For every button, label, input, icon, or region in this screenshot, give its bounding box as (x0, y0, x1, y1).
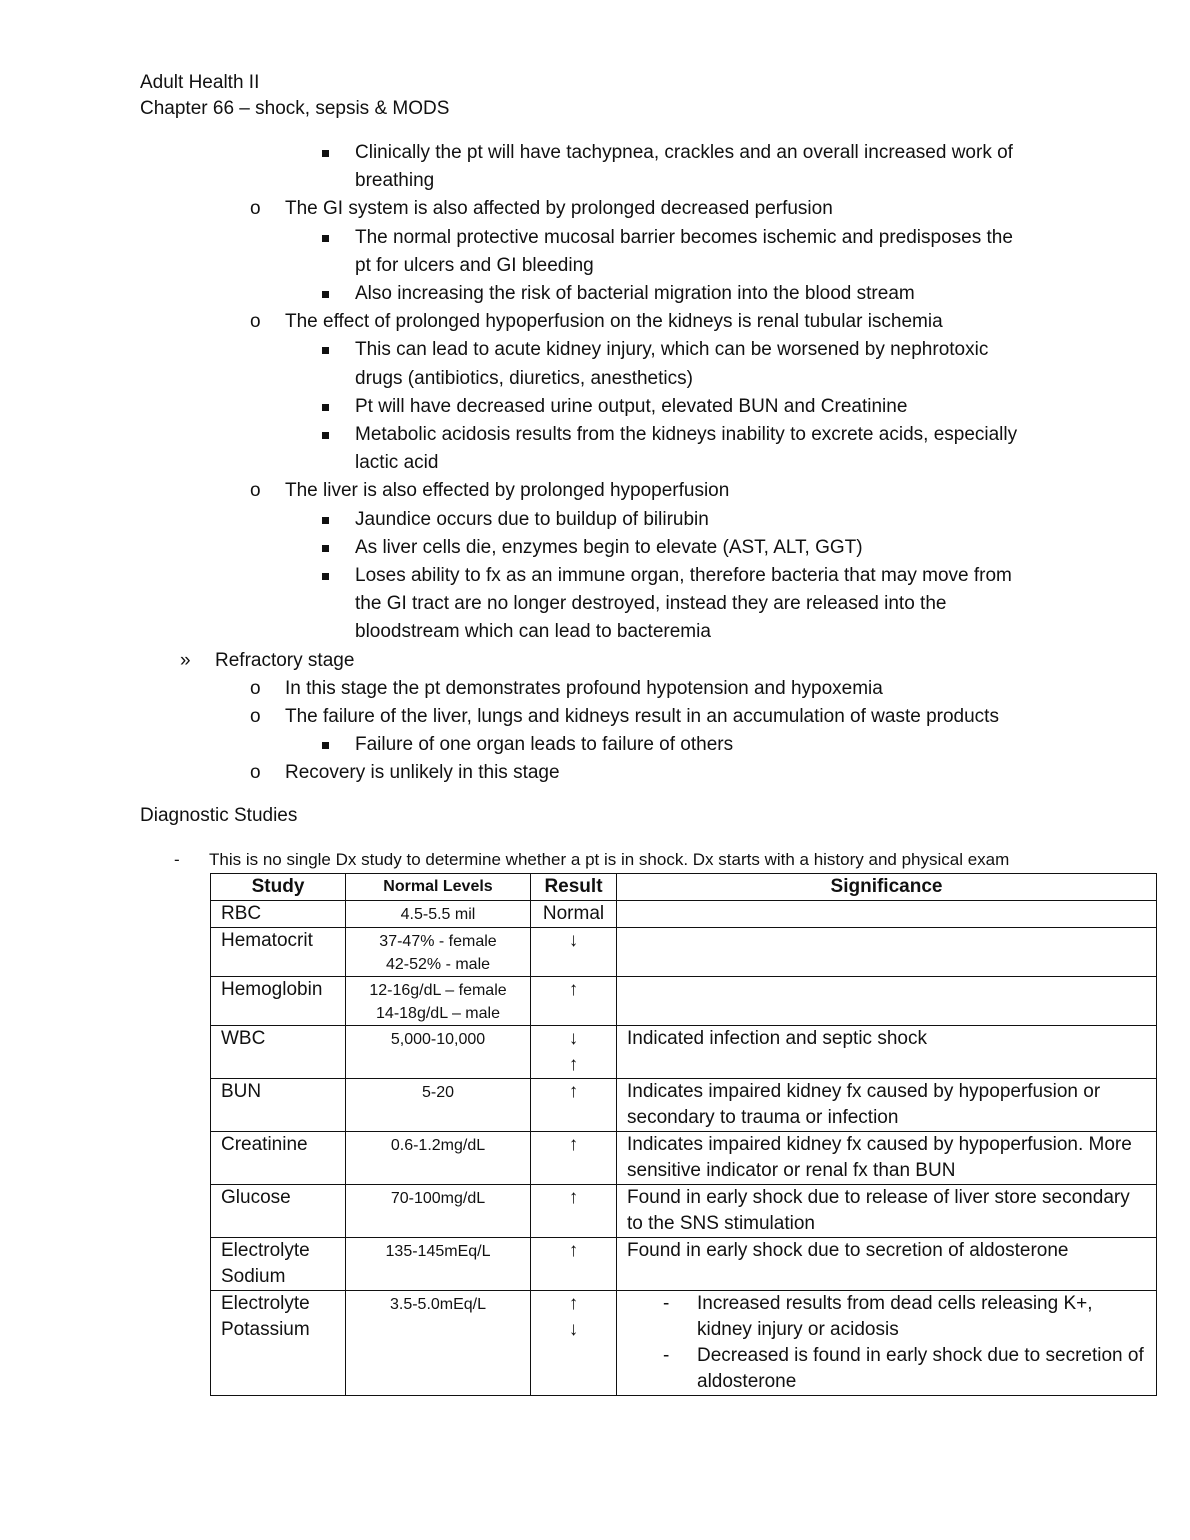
study-cell-line: Hematocrit (221, 930, 313, 951)
square-bullet-icon (322, 150, 329, 157)
result-cell (531, 1238, 617, 1291)
significance-cell (617, 1132, 1157, 1185)
outline-line: Jaundice occurs due to buildup of bilirubin (355, 508, 709, 530)
result-cell-line: Normal (542, 903, 605, 924)
square-bullet-icon (322, 573, 329, 580)
table-header-row (211, 874, 1157, 901)
col-header-normal: Normal Levels (346, 874, 531, 901)
table-row (211, 1291, 1157, 1396)
normal-levels-cell (346, 1238, 531, 1291)
square-bullet-icon (322, 545, 329, 552)
significance-list (627, 1291, 1146, 1395)
significance-text: Increased results from dead cells releasing K+, kidney injury or acidosis (697, 1293, 1093, 1340)
result-cell-line: ↑ (568, 1293, 579, 1314)
study-cell (211, 1132, 346, 1185)
study-cell-line: RBC (221, 903, 262, 924)
square-bullet-icon (322, 742, 329, 749)
square-bullet-icon (322, 291, 329, 298)
table-row (211, 1079, 1157, 1132)
study-cell-line: Electrolyte (221, 1240, 310, 1261)
outline-line: bloodstream which can lead to bacteremia (355, 621, 711, 643)
result-cell-line: ↑ (568, 1187, 579, 1208)
table-row (211, 1238, 1157, 1291)
significance-cell (617, 977, 1157, 1026)
result-cell (531, 1132, 617, 1185)
normal-levels-cell (346, 1026, 531, 1079)
result-cell (531, 1079, 617, 1132)
result-cell (531, 1185, 617, 1238)
significance-cell (617, 1238, 1157, 1291)
outline-line: drugs (antibiotics, diuretics, anesthetics) (355, 367, 693, 389)
study-cell (211, 928, 346, 977)
outline-line: Refractory stage (215, 649, 355, 671)
study-cell (211, 901, 346, 928)
square-bullet-icon (322, 432, 329, 439)
outline-line: Clinically the pt will have tachypnea, crackles and an overall increased work of (355, 142, 1013, 163)
normal-levels-cell-line: 3.5-5.0mEq/L (389, 1296, 487, 1313)
study-cell-line: WBC (221, 1028, 266, 1049)
circle-bullet-icon: o (250, 311, 261, 333)
significance-cell (617, 928, 1157, 977)
circle-bullet-icon: o (250, 677, 261, 699)
study-cell (211, 1238, 346, 1291)
significance-text: Decreased is found in early shock due to secretion of aldosterone (697, 1345, 1144, 1392)
table-row (211, 1132, 1157, 1185)
square-bullet-icon (322, 347, 329, 354)
circle-bullet-icon: o (250, 706, 261, 727)
normal-levels-cell-line: 0.6-1.2mg/dL (390, 1137, 486, 1154)
normal-levels-cell-line: 135-145mEq/L (385, 1243, 491, 1260)
study-cell (211, 1026, 346, 1079)
outline-line: Failure of one organ leads to failure of others (355, 734, 734, 756)
table-row (211, 977, 1157, 1026)
result-cell (531, 977, 617, 1026)
study-cell (211, 1079, 346, 1132)
table-row (211, 1026, 1157, 1079)
outline-line: the GI tract are no longer destroyed, instead they are released into the (355, 593, 947, 615)
normal-levels-cell (346, 901, 531, 928)
circle-bullet-icon: o (250, 198, 261, 220)
normal-levels-cell (346, 1079, 531, 1132)
result-cell-line: ↓ (568, 1028, 579, 1049)
result-cell (531, 901, 617, 928)
list-item (627, 1291, 1146, 1343)
normal-levels-cell (346, 1185, 531, 1238)
study-cell-line: Glucose (221, 1187, 291, 1208)
significance-cell (617, 1026, 1157, 1079)
normal-levels-cell-line: 70-100mg/dL (390, 1190, 486, 1207)
study-cell (211, 977, 346, 1026)
result-cell-line: ↑ (568, 1081, 579, 1102)
normal-levels-cell (346, 928, 531, 977)
outline-line: In this stage the pt demonstrates profound hypotension and hypoxemia (285, 677, 883, 699)
chapter-title: Chapter 66 – shock, sepsis & MODS (140, 98, 450, 119)
outline-line: Loses ability to fx as an immune organ, therefore bacteria that may move from (355, 565, 1012, 586)
study-cell-line: Hemoglobin (221, 979, 323, 1000)
outline-line: Also increasing the risk of bacterial migration into the blood stream (355, 283, 915, 304)
study-cell (211, 1185, 346, 1238)
study-cell-line: Sodium (221, 1266, 286, 1287)
outline-line: The GI system is also affected by prolonged decreased perfusion (285, 198, 833, 220)
normal-levels-cell (346, 1132, 531, 1185)
outline-line: pt for ulcers and GI bleeding (355, 254, 594, 276)
result-cell (531, 1291, 617, 1396)
table-row (211, 901, 1157, 928)
diagnostic-table (210, 873, 1157, 1396)
significance-text: Indicates impaired kidney fx caused by hypoperfusion or secondary to trauma or infection (627, 1081, 1101, 1128)
result-cell (531, 928, 617, 977)
square-bullet-icon (322, 517, 329, 524)
normal-levels-cell-line: 5-20 (421, 1084, 455, 1101)
intro-dash: - (174, 850, 180, 869)
col-header-result: Result (531, 874, 617, 901)
significance-text: Indicated infection and septic shock (627, 1028, 927, 1049)
normal-levels-cell-line: 4.5-5.5 mil (400, 906, 476, 923)
outline-line: The normal protective mucosal barrier becomes ischemic and predisposes the (355, 226, 1013, 248)
result-cell-line: ↓ (568, 1319, 579, 1340)
significance-cell (617, 1185, 1157, 1238)
significance-text: Found in early shock due to release of liver store secondary to the SNS stimulation (627, 1187, 1130, 1234)
result-cell (531, 1026, 617, 1079)
normal-levels-cell (346, 1291, 531, 1396)
outline-line: Recovery is unlikely in this stage (285, 762, 560, 784)
normal-levels-cell (346, 977, 531, 1026)
result-cell-line: ↑ (568, 1054, 579, 1075)
outline-line: This can lead to acute kidney injury, which can be worsened by nephrotoxic (355, 339, 989, 361)
outline-line: The liver is also effected by prolonged hypoperfusion (285, 480, 730, 502)
result-cell-line: ↓ (568, 930, 579, 951)
course-title: Adult Health II (140, 72, 260, 93)
outline-line: The failure of the liver, lungs and kidneys result in an accumulation of waste products (285, 706, 999, 727)
study-cell-line: BUN (221, 1081, 262, 1102)
significance-text: Found in early shock due to secretion of aldosterone (627, 1240, 1069, 1261)
significance-cell (617, 1079, 1157, 1132)
outline-line: As liver cells die, enzymes begin to elevate (AST, ALT, GGT) (355, 536, 863, 558)
square-bullet-icon (322, 404, 329, 411)
normal-levels-cell-line: 12-16g/dL – female (369, 982, 507, 999)
outline-line: Pt will have decreased urine output, elevated BUN and Creatinine (355, 395, 908, 417)
outline-line: breathing (355, 170, 435, 192)
normal-levels-cell-line: 37-47% - female (379, 933, 497, 950)
outline-line: Metabolic acidosis results from the kidneys inability to excrete acids, especially (355, 424, 1018, 445)
significance-cell (617, 1291, 1157, 1396)
col-header-study: Study (211, 874, 346, 901)
study-cell-line: Potassium (221, 1319, 310, 1340)
intro-text: This is no single Dx study to determine whether a pt is in shock. Dx starts with a history and physical exam (209, 850, 1010, 869)
significance-cell (617, 901, 1157, 928)
square-bullet-icon (322, 235, 329, 242)
section-title: Diagnostic Studies (140, 805, 298, 826)
study-cell-line: Creatinine (221, 1134, 308, 1155)
circle-bullet-icon: o (250, 762, 261, 784)
raquo-bullet-icon: » (180, 649, 191, 671)
dash-bullet-icon: - (663, 1293, 670, 1314)
significance-text: Indicates impaired kidney fx caused by hypoperfusion. More sensitive indicator or renal fx than BUN (627, 1134, 1132, 1181)
normal-levels-cell-line: 14-18g/dL – male (376, 1005, 500, 1022)
outline-line: The effect of prolonged hypoperfusion on the kidneys is renal tubular ischemia (285, 311, 943, 333)
normal-levels-cell-line: 42-52% - male (385, 956, 491, 973)
circle-bullet-icon: o (250, 480, 261, 502)
dash-bullet-icon: - (663, 1345, 670, 1366)
result-cell-line: ↑ (568, 1240, 579, 1261)
table-row (211, 1185, 1157, 1238)
result-cell-line: ↑ (568, 1134, 579, 1155)
col-header-significance: Significance (617, 874, 1157, 901)
result-cell-line: ↑ (568, 979, 579, 1000)
study-cell (211, 1291, 346, 1396)
normal-levels-cell-line: 5,000-10,000 (390, 1031, 486, 1048)
table-row (211, 928, 1157, 977)
study-cell-line: Electrolyte (221, 1293, 310, 1314)
list-item (627, 1343, 1146, 1395)
outline-line: lactic acid (355, 452, 439, 474)
